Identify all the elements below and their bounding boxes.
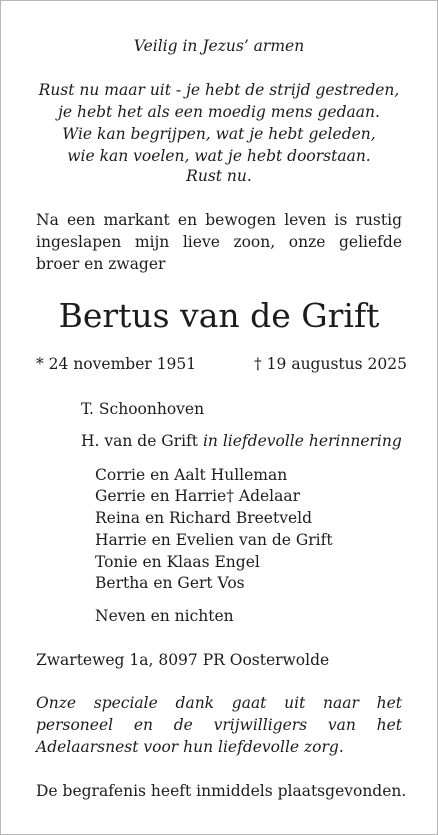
poem-line: Wie kan begrijpen, wat je hebt geleden, (62, 125, 376, 143)
closing-text: De begrafenis heeft inmiddels plaatsgevonden. (36, 782, 407, 800)
family-member: Corrie en Aalt Hulleman (95, 466, 288, 484)
death-date: † 19 augustus 2025 (254, 355, 407, 373)
mourner-name: T. Schoonhoven (81, 400, 205, 418)
poem-line: wie kan voelen, wat je hebt doorstaan. (67, 147, 371, 165)
deceased-name: Bertus van de Grift (58, 296, 380, 335)
poem-line: Rust nu maar uit - je hebt de strijd gestreden, (38, 81, 400, 99)
motto: Veilig in Jezus’ armen (133, 37, 305, 55)
family-member: Gerrie en Harrie† Adelaar (95, 487, 301, 505)
poem-line: je hebt het als een moedig mens gedaan. (58, 103, 380, 121)
mourner-line (81, 430, 402, 452)
relatives-line: Neven en nichten (95, 607, 234, 625)
intro-text: Na een markant en bewogen leven is rustig ingeslapen mijn lieve zoon, onze geliefde broer en zwager (36, 211, 402, 273)
family-member: Bertha en Gert Vos (95, 574, 245, 592)
family-member: Harrie en Evelien van de Grift (95, 531, 333, 549)
mourner-note: in liefdevolle herinnering (202, 432, 402, 450)
family-member: Tonie en Klaas Engel (95, 553, 260, 571)
birth-date: * 24 november 1951 (36, 355, 197, 373)
address: Zwarteweg 1a, 8097 PR Oosterwolde (36, 651, 330, 669)
poem-line: Rust nu. (186, 167, 252, 185)
mourner-name: H. van de Grift (81, 432, 199, 450)
family-member: Reina en Richard Breetveld (95, 509, 313, 527)
thanks-text: Onze speciale dank gaat uit naar het personeel en de vrijwilligers van het Adelaarsnest voor hun liefdevolle zorg. (36, 694, 402, 756)
